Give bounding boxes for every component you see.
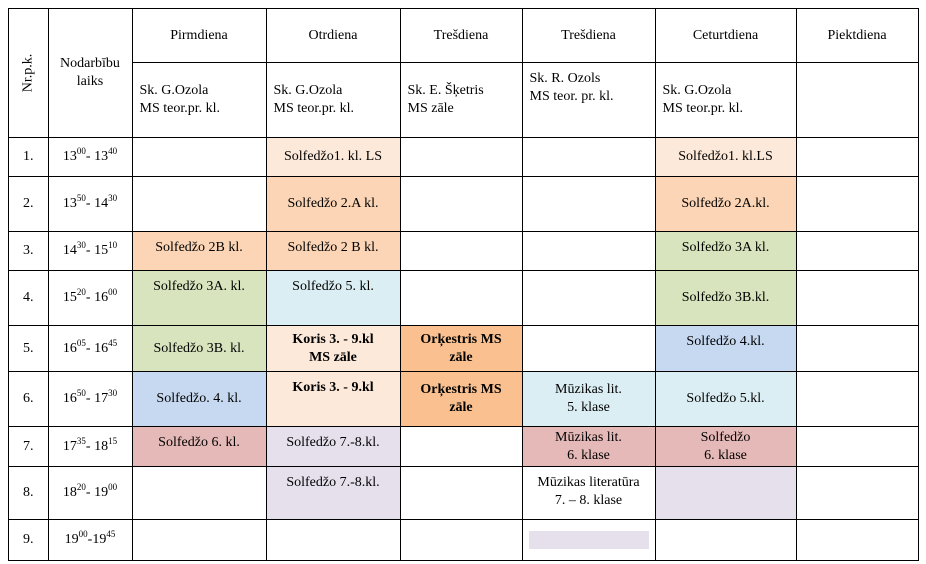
lesson-cell: Solfedžo1. kl.LS bbox=[655, 138, 796, 177]
row-number: 2. bbox=[9, 177, 49, 232]
cell-mon-8 bbox=[132, 467, 266, 520]
row-number: 6. bbox=[9, 372, 49, 427]
lesson-cell: Solfedžo 3B. kl. bbox=[132, 326, 266, 372]
day-header-monday: Pirmdiena bbox=[132, 9, 266, 63]
day-header-thursday: Ceturtdiena bbox=[655, 9, 796, 63]
lesson-cell: Solfedžo 3B.kl. bbox=[655, 271, 796, 326]
teacher-tuesday: Sk. G.Ozola MS teor.pr. kl. bbox=[266, 63, 400, 138]
time-slot: $18^{20}-$ $19^{00}$ bbox=[48, 467, 132, 520]
row-number: 9. bbox=[9, 520, 49, 561]
cell-thu-8 bbox=[655, 467, 796, 520]
cell-fri-5 bbox=[796, 326, 918, 372]
cell-fri-7 bbox=[796, 427, 918, 467]
cell-wed-1 bbox=[400, 138, 522, 177]
cell-wed-4 bbox=[400, 271, 522, 326]
cell-wed-2 bbox=[400, 177, 522, 232]
row-number: 1. bbox=[9, 138, 49, 177]
row-number: 5. bbox=[9, 326, 49, 372]
teacher-monday: Sk. G.Ozola MS teor.pr. kl. bbox=[132, 63, 266, 138]
cell-wed-8 bbox=[400, 467, 522, 520]
time-header: Nodarbību laiks bbox=[48, 9, 132, 138]
cell-tue-9 bbox=[266, 520, 400, 561]
time-slot: $15^{20}-$ $16^{00}$ bbox=[48, 271, 132, 326]
cell-wed-7 bbox=[400, 427, 522, 467]
time-slot: $17^{35}-$ $18^{15}$ bbox=[48, 427, 132, 467]
cell-mon-1 bbox=[132, 138, 266, 177]
lesson-cell: Mūzikas lit. 6. klase bbox=[522, 427, 655, 467]
cell-fri-3 bbox=[796, 232, 918, 271]
lesson-cell-choir: Koris 3. - 9.kl bbox=[266, 372, 400, 427]
cell-wed2-2 bbox=[522, 177, 655, 232]
lesson-cell-orchestra: Orķestris MS zāle bbox=[400, 372, 522, 427]
cell-mon-9 bbox=[132, 520, 266, 561]
lesson-cell: Solfedžo 7.-8.kl. bbox=[266, 467, 400, 520]
lesson-cell: Mūzikas literatūra 7. – 8. klase bbox=[522, 467, 655, 520]
cell-wed2-3 bbox=[522, 232, 655, 271]
time-slot: $13^{50}-$ $14^{30}$ bbox=[48, 177, 132, 232]
lesson-cell: Solfedžo 6. kl. bbox=[132, 427, 266, 467]
lesson-cell: Solfedžo 6. klase bbox=[655, 427, 796, 467]
day-header-friday: Piektdiena bbox=[796, 9, 918, 63]
cell-wed2-1 bbox=[522, 138, 655, 177]
cell-wed-3 bbox=[400, 232, 522, 271]
lesson-cell: Solfedžo1. kl. LS bbox=[266, 138, 400, 177]
cell-fri-6 bbox=[796, 372, 918, 427]
lesson-cell: Solfedžo 5. kl. bbox=[266, 271, 400, 326]
lesson-cell: Solfedžo 5.kl. bbox=[655, 372, 796, 427]
lesson-cell: Solfedžo 2A.kl. bbox=[655, 177, 796, 232]
cell-fri-8 bbox=[796, 467, 918, 520]
row-number: 7. bbox=[9, 427, 49, 467]
highlight-bar bbox=[529, 531, 649, 549]
cell-fri-2 bbox=[796, 177, 918, 232]
time-slot: $16^{50}-$ $17^{30}$ bbox=[48, 372, 132, 427]
nr-pk-header: Nr.p.k. bbox=[9, 9, 49, 138]
cell-wed2-9 bbox=[522, 520, 655, 561]
cell-thu-9 bbox=[655, 520, 796, 561]
lesson-cell: Solfedžo 2.A kl. bbox=[266, 177, 400, 232]
teacher-wednesday-2: Sk. R. Ozols MS teor. pr. kl. bbox=[522, 63, 655, 138]
teacher-friday bbox=[796, 63, 918, 138]
lesson-cell: Solfedžo 3A. kl. bbox=[132, 271, 266, 326]
lesson-cell: Solfedžo 4.kl. bbox=[655, 326, 796, 372]
lesson-cell: Solfedžo 2B kl. bbox=[132, 232, 266, 271]
day-header-wednesday-2: Trešdiena bbox=[522, 9, 655, 63]
cell-mon-2 bbox=[132, 177, 266, 232]
cell-fri-9 bbox=[796, 520, 918, 561]
cell-fri-4 bbox=[796, 271, 918, 326]
lesson-cell: Solfedžo 7.-8.kl. bbox=[266, 427, 400, 467]
lesson-cell: Solfedžo 2 B kl. bbox=[266, 232, 400, 271]
lesson-cell: Solfedžo 3A kl. bbox=[655, 232, 796, 271]
cell-wed2-5 bbox=[522, 326, 655, 372]
cell-wed-9 bbox=[400, 520, 522, 561]
time-slot: $14^{30}-$ $15^{10}$ bbox=[48, 232, 132, 271]
lesson-cell: Solfedžo. 4. kl. bbox=[132, 372, 266, 427]
teacher-thursday: Sk. G.Ozola MS teor.pr. kl. bbox=[655, 63, 796, 138]
time-slot: $13^{00}-$ $13^{40}$ bbox=[48, 138, 132, 177]
cell-fri-1 bbox=[796, 138, 918, 177]
schedule-table bbox=[8, 8, 919, 561]
time-slot: $16^{05}-$ $16^{45}$ bbox=[48, 326, 132, 372]
day-header-tuesday: Otrdiena bbox=[266, 9, 400, 63]
teacher-wednesday: Sk. E. Šķetris MS zāle bbox=[400, 63, 522, 138]
lesson-cell-orchestra: Orķestris MS zāle bbox=[400, 326, 522, 372]
lesson-cell: Mūzikas lit. 5. klase bbox=[522, 372, 655, 427]
row-number: 4. bbox=[9, 271, 49, 326]
lesson-cell-choir: Koris 3. - 9.kl MS zāle bbox=[266, 326, 400, 372]
time-slot: $19^{00}-19^{45}$ bbox=[48, 520, 132, 561]
row-number: 3. bbox=[9, 232, 49, 271]
day-header-wednesday: Trešdiena bbox=[400, 9, 522, 63]
row-number: 8. bbox=[9, 467, 49, 520]
cell-wed2-4 bbox=[522, 271, 655, 326]
